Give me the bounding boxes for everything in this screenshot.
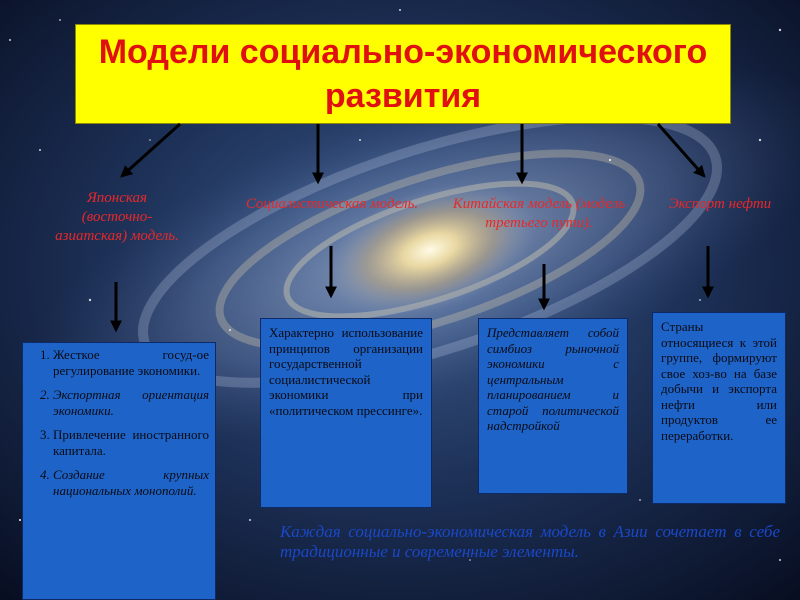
footer-note: Каждая социально-экономическая модель в Азии сочетает в себе традиционные и современные элементы. xyxy=(280,522,780,561)
china-description-box xyxy=(478,318,628,494)
socialist-description-box xyxy=(260,318,432,508)
arrow-to-oil xyxy=(658,124,704,176)
list-item: 3. Привлечение иностранного капитала. xyxy=(53,427,209,458)
china-text: Представляет собой симбиоз рыночной экономики с центральным планированием и старой политической надстройкой xyxy=(487,325,619,433)
oil-description-box xyxy=(652,312,786,504)
oil-text: Страны относящиеся к этой группе, формируют свое хоз-во на базе добычи и экспорта нефти или продуктов ее переработки. xyxy=(661,319,777,443)
socialist-text: Характерно использование принципов организации государственной социалистической экономики при «политическом прессинге». xyxy=(269,325,423,418)
category-japan: Японская (восточно-азиатская) модель. xyxy=(55,190,179,244)
list-item: 1. Жесткое госуд-ое регулирование экономики. xyxy=(53,347,209,378)
arrow-to-japan xyxy=(122,124,180,176)
list-item: 4. Создание крупных национальных монополий. xyxy=(53,467,209,498)
japan-features-box xyxy=(22,342,216,600)
category-oil: Экспорт нефти xyxy=(668,196,772,212)
category-socialist: Социалистическая модель. xyxy=(245,196,419,212)
category-china: Китайская модель (модель третьего пути). xyxy=(452,196,626,231)
page-title: Модели социально-экономического развития xyxy=(98,33,708,115)
list-item: 2. Экспортная ориентация экономики. xyxy=(53,387,209,418)
